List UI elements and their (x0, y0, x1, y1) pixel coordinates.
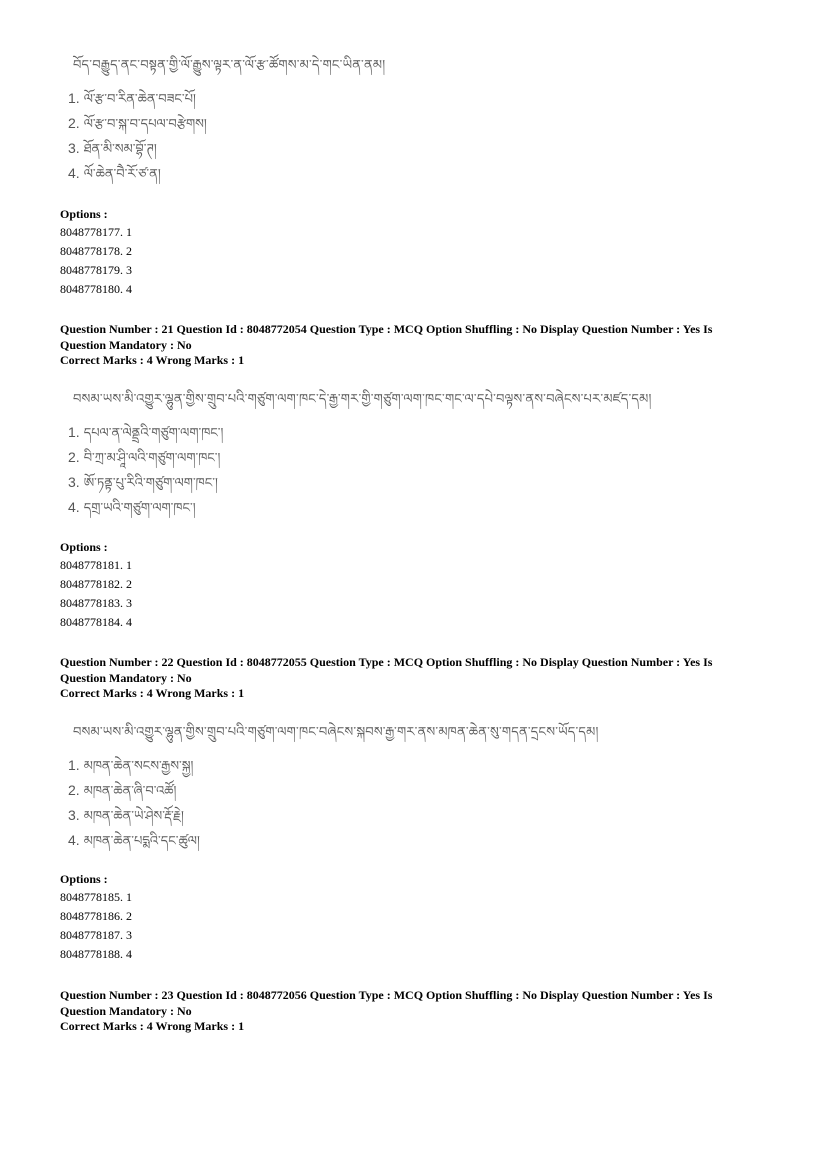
answer-option-id: 8048778185. 1 (60, 890, 132, 904)
options-heading: Options : (60, 207, 108, 221)
option-4: 4. དགྲ་ཡའི་གཙུག་ལག་ཁང་། (68, 499, 196, 516)
answer-options (60, 870, 132, 964)
question-meta-line: Question Number : 22 Question Id : 8048772055 Question Type : MCQ Option Shuffling : No Display Question Number : Yes Is (60, 655, 713, 669)
answer-option-id: 8048778183. 3 (60, 596, 132, 610)
question-meta (60, 655, 760, 702)
answer-option-id: 8048778182. 2 (60, 577, 132, 591)
answer-option-id: 8048778181. 1 (60, 558, 132, 572)
question-options (68, 753, 200, 853)
question-meta (60, 988, 760, 1035)
options-heading: Options : (60, 872, 108, 886)
question-stem: བོད་བརྒྱུད་ནང་བསྟན་གྱི་ལོ་རྒྱུས་ལྟར་ན་ལོ་རྩ་ཚོགས་མ་དེ་གང་ཡིན་ནམ། (73, 58, 386, 73)
answer-option-id: 8048778187. 3 (60, 928, 132, 942)
option-3: 3. ཨོ་ཏནྟ་པུ་རིའི་གཙུག་ལག་ཁང་། (68, 474, 218, 491)
option-2: 2. མཁན་ཆེན་ཞི་བ་འཚོ། (68, 782, 177, 799)
option-4: 4. མཁན་ཆེན་པདྨའི་དང་ཚུལ། (68, 832, 200, 849)
question-meta (60, 322, 760, 369)
answer-option-id: 8048778179. 3 (60, 263, 132, 277)
option-2: 2. བི་ཀྲ་མ་ཤཱི་ལའི་གཙུག་ལག་ཁང་། (68, 449, 221, 466)
answer-option-id: 8048778178. 2 (60, 244, 132, 258)
answer-option-id: 8048778188. 4 (60, 947, 132, 961)
question-meta-line: Question Number : 23 Question Id : 8048772056 Question Type : MCQ Option Shuffling : No Display Question Number : Yes Is (60, 988, 713, 1002)
answer-option-id: 8048778186. 2 (60, 909, 132, 923)
question-mandatory: Question Mandatory : No (60, 337, 192, 352)
question-marks: Correct Marks : 4 Wrong Marks : 1 (60, 353, 245, 367)
options-heading: Options : (60, 540, 108, 554)
question-mandatory: Question Mandatory : No (60, 670, 192, 685)
question-marks: Correct Marks : 4 Wrong Marks : 1 (60, 1019, 245, 1033)
option-1: 1. དཔལ་ན་ལེནྡྲའི་གཙུག་ལག་ཁང་། (68, 424, 224, 441)
answer-options (60, 538, 132, 632)
answer-options (60, 205, 132, 299)
answer-option-id: 8048778184. 4 (60, 615, 132, 629)
question-options (68, 420, 223, 520)
option-1: 1. མཁན་ཆེན་སངས་རྒྱས་སྐྱ། (68, 757, 194, 774)
question-mandatory: Question Mandatory : No (60, 1003, 192, 1018)
question-options (68, 86, 207, 186)
answer-option-id: 8048778177. 1 (60, 225, 132, 239)
option-3: 3. ཐོན་མི་སམ་བྷོ་ཊ། (68, 140, 157, 157)
option-3: 3. མཁན་ཆེན་ཡེ་ཤེས་རྡོ་རྗེ། (68, 807, 184, 824)
answer-option-id: 8048778180. 4 (60, 282, 132, 296)
question-stem: བསམ་ཡས་མི་འགྱུར་ལྷུན་གྱིས་གྲུབ་པའི་གཙུག་ལག་ཁང་བཞེངས་སྐབས་རྒྱ་གར་ནས་མཁན་ཆེན་སུ་གདན་དྲངས་ཡོད་དམ། (73, 725, 599, 740)
option-4: 4. ལོ་ཆེན་བཻ་རོ་ཙ་ན། (68, 165, 161, 182)
question-stem: བསམ་ཡས་མི་འགྱུར་ལྷུན་གྱིས་གྲུབ་པའི་གཙུག་ལག་ཁང་དེ་རྒྱ་གར་གྱི་གཙུག་ལག་ཁང་གང་ལ་དཔེ་བལྟས་ནས་བཞེངས་པར་མཛད་དམ། (73, 392, 652, 407)
question-marks: Correct Marks : 4 Wrong Marks : 1 (60, 686, 245, 700)
option-2: 2. ལོ་རྩ་བ་སྐ་བ་དཔལ་བརྩེགས། (68, 115, 207, 132)
question-meta-line: Question Number : 21 Question Id : 8048772054 Question Type : MCQ Option Shuffling : No Display Question Number : Yes Is (60, 322, 713, 336)
option-1: 1. ལོ་རྩ་བ་རིན་ཆེན་བཟང་པོ། (68, 90, 196, 107)
